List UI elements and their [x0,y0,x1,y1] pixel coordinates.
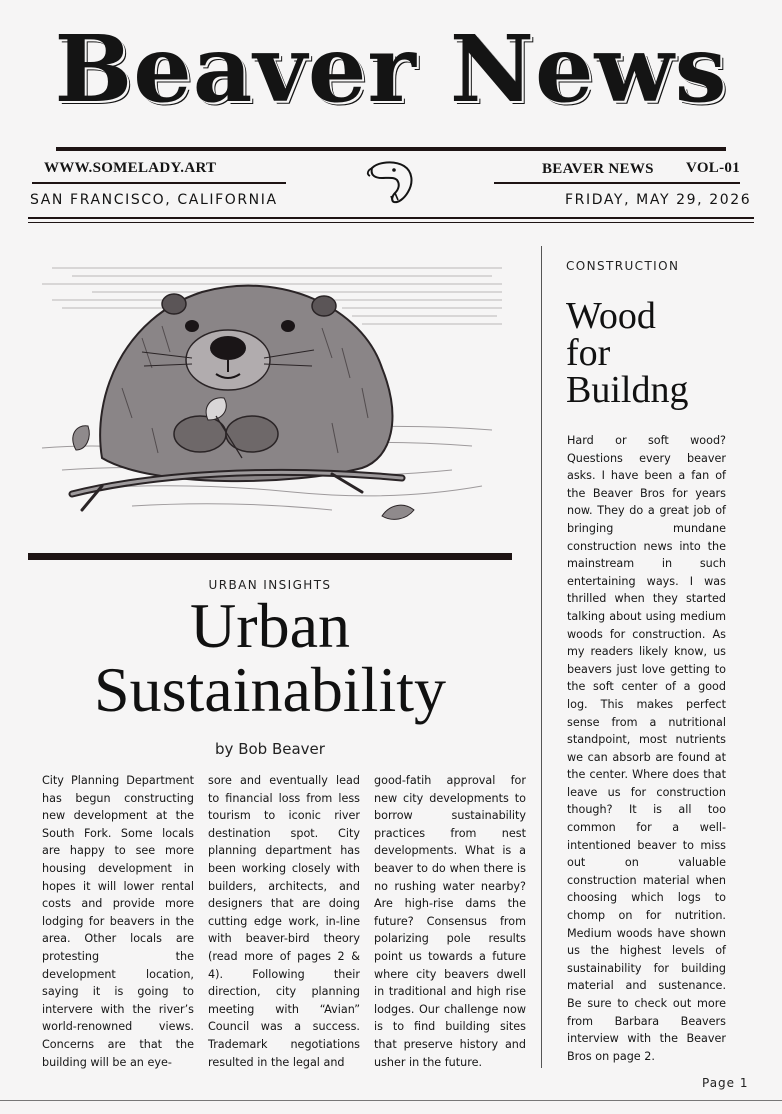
side-article-body: Hard or soft wood? Questions every beaver asks. I have been a fan of the Beaver Bros for years now. They do a great job of bringing mundane construction news into the mainstream in such entertaining ways. I was thrilled when they started talking about using medium woods for construction. As my readers likely know, us beavers just love getting to the soft center of a good log. This makes perfect sense from a nutritional standpoint, most nutrients we can absorb are found at the center. Where does that leave us for construction though? It is all too common for a well-intentioned beaver to miss out on valuable construction material when choosing which logs to chomp on for nutrition. Medium woods have shown us the highest levels of sustainability for building material and sustenance. Be sure to check out more from Barbara Beavers interview with the Beaver Bros on page 2. [567,434,726,1063]
location-text: SAN FRANCISCO, CALIFORNIA [30,192,278,208]
header-double-rule-bottom [28,222,754,223]
side-article-kicker: CONSTRUCTION [566,259,680,273]
header-rule-left [32,182,286,184]
side-article-headline-line1: Wood [566,295,656,337]
website-link[interactable]: WWW.SOMELADY.ART [44,160,217,176]
header-rule-right [494,182,740,184]
main-article-column-1: City Planning Department has begun constructing new development at the South Fork. Some locals are happy to see more housing development in hopes it will lower rental costs and provide more lodging for beavers in the area. Other locals are protesting the development location, saying it is going to intervere with the river’s world-renowned views. Concerns are that the building will be an eye- [42,774,194,1069]
page-number: Page 1 [702,1076,749,1090]
header-double-rule-top [28,217,754,219]
main-article-byline: by Bob Beaver [215,740,325,758]
main-article-headline-line2: Sustainability [94,654,446,725]
beaver-illustration [32,248,508,544]
volume-number: VOL-01 [686,160,740,176]
main-article-headline-line1: Urban [190,590,350,661]
paper-name: BEAVER NEWS [542,161,654,177]
footer-rule [0,1100,782,1101]
side-article-headline-line3: Buildng [566,369,689,411]
main-article-column-3: good-fatih approval for new city developments to borrow sustainability practices from nest developments. What is a beaver to do when there is no rushing water nearby? Are high-rise dams the future? Consensus from polarizing pole results point us towards a future where city beavers dwell in traditional and high rise lodges. Our challenge now is to find building sites that preserve history and usher in the future. [374,774,526,1069]
hero-rule [28,553,512,560]
masthead-title: Beaver News [54,15,728,123]
column-divider [541,246,542,1068]
main-article-kicker: URBAN INSIGHTS [208,578,332,592]
masthead-rule [56,147,726,151]
side-article-headline-line2: for [566,332,611,374]
main-article-column-2: sore and eventually lead to financial loss from less tourism to iconic river destination spot. City planning department has been working closely with builders, architects, and designers that are doing cutting edge work, in-line with beaver-bird theory (read more of pages 2 & 4). Following their direction, city planning meeting with “Avian” Council was a success. Trademark negotiations resulted in the legal and [208,774,360,1069]
issue-date: FRIDAY, MAY 29, 2026 [565,192,752,208]
beaver-head-icon [364,158,418,208]
